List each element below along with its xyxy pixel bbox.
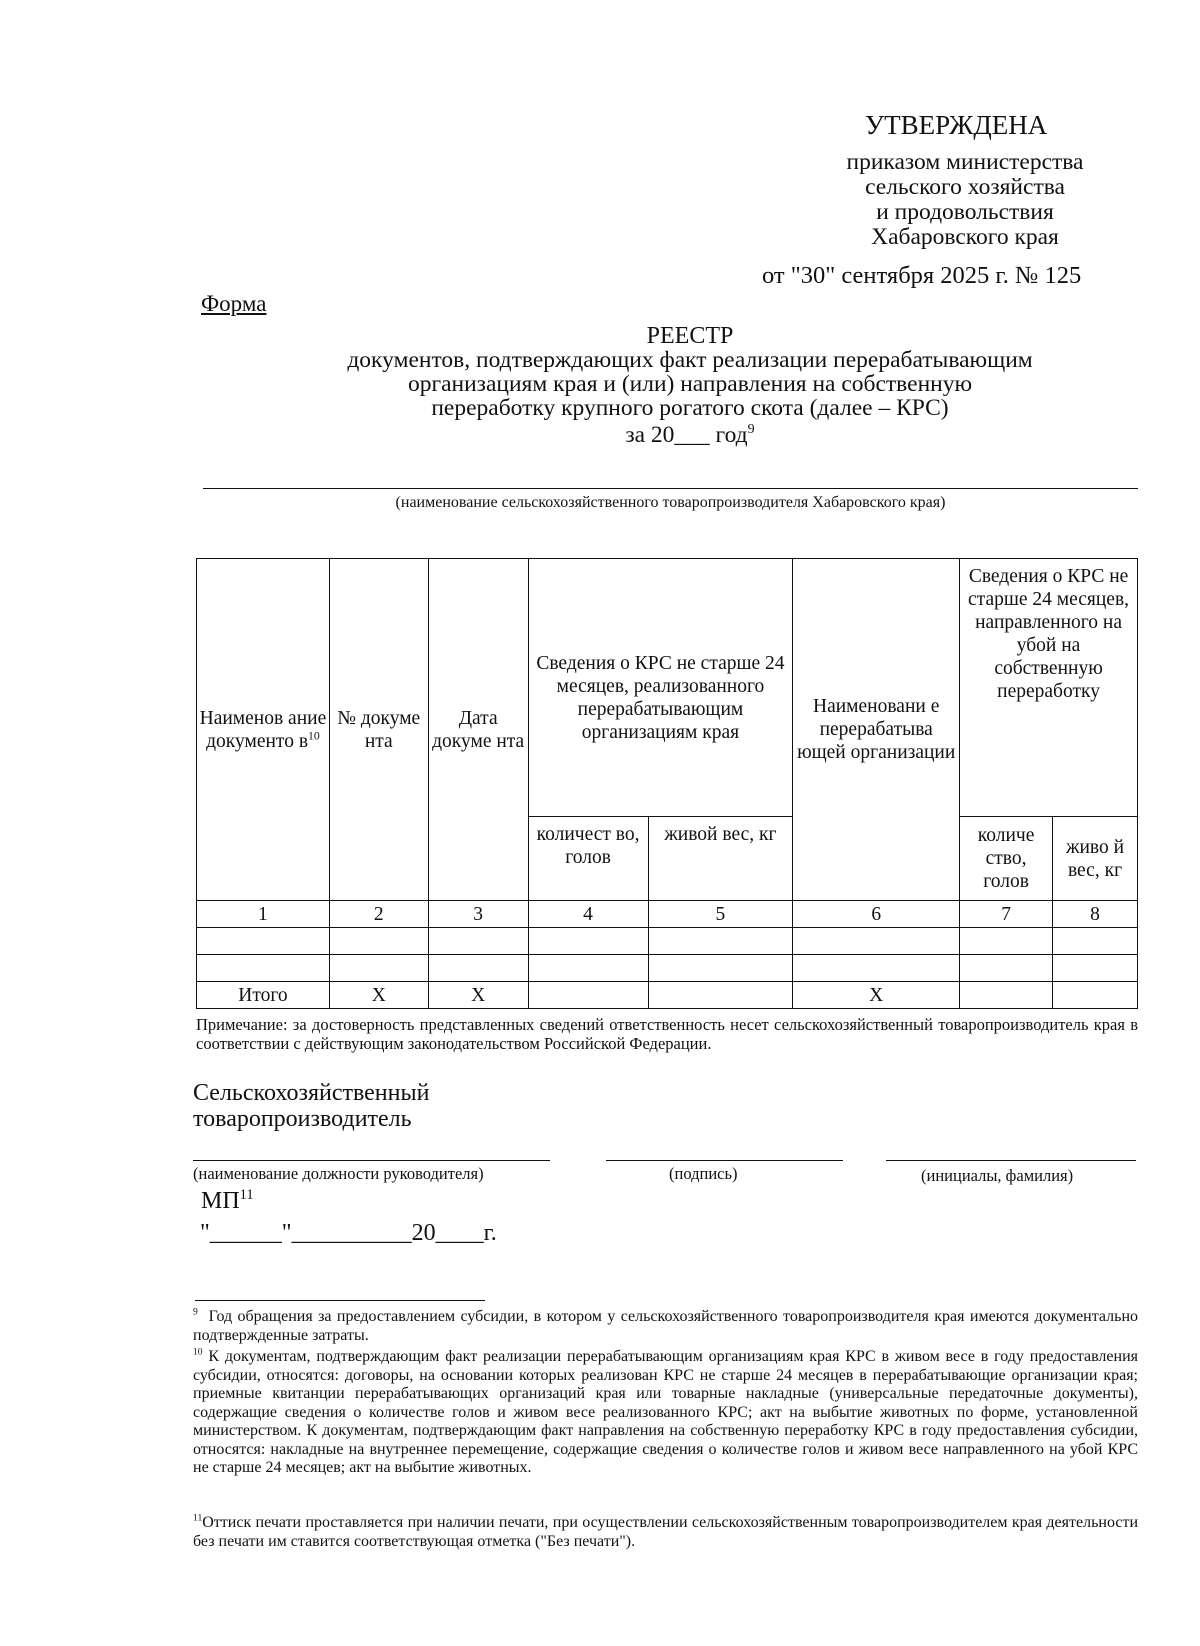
header-own-weight: живо й вес, кг	[1053, 817, 1138, 901]
registry-table	[196, 558, 1138, 1009]
order-line-1: приказом министерства	[846, 149, 1084, 175]
footnote-ref-10: 10	[308, 729, 320, 742]
table-cell[interactable]	[528, 955, 648, 982]
approval-heading: УТВЕРЖДЕНА	[865, 110, 1048, 140]
header-processing-org: Наименовани е перерабатыва ющей организации	[793, 559, 960, 901]
title-line-4: переработку крупного рогатого скота (далее – КРС)	[431, 395, 949, 421]
document-title	[200, 324, 1180, 447]
producer-line-1: Сельскохозяйственный	[193, 1080, 430, 1106]
total-x-mark: Х	[329, 982, 428, 1009]
title-year-line	[200, 423, 1180, 447]
producer-name-line[interactable]	[203, 488, 1138, 489]
total-cell[interactable]	[1053, 982, 1138, 1009]
order-date: от "30" сентября 2025 г. № 125	[762, 262, 1082, 289]
footnote-9-mark: 9	[193, 1306, 198, 1318]
footnote-separator	[195, 1300, 485, 1301]
producer-label	[193, 1080, 429, 1132]
table-cell[interactable]	[960, 928, 1053, 955]
col-number: 4	[528, 901, 648, 928]
footnote-11-mark: 11	[193, 1512, 203, 1524]
table-cell[interactable]	[960, 955, 1053, 982]
stamp-place	[201, 1188, 254, 1215]
initials-caption: (инициалы, фамилия)	[921, 1166, 1074, 1185]
table-cell[interactable]	[197, 928, 330, 955]
position-signature-line[interactable]	[193, 1160, 550, 1161]
total-x-mark: Х	[793, 982, 960, 1009]
col-number: 2	[329, 901, 428, 928]
header-doc-name	[197, 559, 330, 901]
table-header-row	[197, 559, 1138, 817]
title-line-3: организациям края и (или) направления на собственную	[407, 371, 973, 397]
order-line-2: сельского хозяйства	[865, 174, 1065, 200]
header-sold-info: Сведения о КРС не старше 24 месяцев, реализованного перерабатывающим организациям края	[528, 559, 793, 817]
total-label: Итого	[197, 982, 330, 1009]
table-cell[interactable]	[1053, 955, 1138, 982]
footnote-10-mark: 10	[193, 1346, 203, 1358]
footnote-10	[193, 1348, 1138, 1478]
title-line-2: документов, подтверждающих факт реализации перерабатывающим	[347, 347, 1033, 373]
form-label: Форма	[201, 291, 267, 316]
header-doc-date: Дата докуме нта	[428, 559, 528, 901]
header-own-processing-info: Сведения о КРС не старше 24 месяцев, направленного на убой на собственную переработку	[960, 559, 1138, 817]
col-number: 5	[648, 901, 793, 928]
col-number: 3	[428, 901, 528, 928]
title-year-text: за 20___ год	[625, 422, 748, 448]
table-row[interactable]	[197, 928, 1138, 955]
order-line-4: Хабаровского края	[871, 224, 1059, 250]
table-cell[interactable]	[648, 928, 793, 955]
table-cell[interactable]	[329, 928, 428, 955]
footnote-9	[193, 1308, 1138, 1345]
table-row[interactable]	[197, 955, 1138, 982]
table-cell[interactable]	[528, 928, 648, 955]
column-number-row	[197, 901, 1138, 928]
table-cell[interactable]	[428, 928, 528, 955]
table-cell[interactable]	[1053, 928, 1138, 955]
footnote-10-text: К документам, подтверждающим факт реализации перерабатывающим организациям края КРС в живом весе в году предоставления субсидии, относятся: договоры, на основании которых реализован КРС не старше 24 месяцев в перерабатывающие организации края; приемные квитанции перерабатывающих организаций края или товарные накладные (универсальные передаточные документы), содержащие сведения о количестве голов и живом весе реализованного КРС; акт на выбытие животных по форме, установленной министерством. К документам, подтверждающим факт направления на собственную переработку КРС в году предоставления субсидии, относятся: накладные на внутреннее перемещение, содержащие сведения о количестве голов и живом весе направленного на убой КРС не старше 24 месяцев; акт на выбытие животных.	[193, 1348, 1138, 1476]
total-row	[197, 982, 1138, 1009]
signature-line[interactable]	[606, 1160, 843, 1161]
table-cell[interactable]	[793, 955, 960, 982]
header-own-qty: количе ство, голов	[960, 817, 1053, 901]
name-signature-line[interactable]	[886, 1160, 1136, 1161]
footnote-9-text: Год обращения за предоставлением субсидии, в котором у сельскохозяйственного товаропроизводителя края имеются документально подтвержденные затраты.	[193, 1308, 1139, 1344]
total-x-mark: Х	[428, 982, 528, 1009]
col-number: 8	[1053, 901, 1138, 928]
sign-caption: (подпись)	[669, 1164, 738, 1183]
table-cell[interactable]	[428, 955, 528, 982]
total-cell[interactable]	[648, 982, 793, 1009]
table-cell[interactable]	[648, 955, 793, 982]
header-sold-qty: количест во, голов	[528, 817, 648, 901]
header-doc-number: № докуме нта	[329, 559, 428, 901]
col-number: 6	[793, 901, 960, 928]
stamp-label: МП	[201, 1188, 240, 1214]
header-doc-name-text: Наименов ание документо в	[199, 707, 327, 752]
table-cell[interactable]	[197, 955, 330, 982]
header-sold-weight: живой вес, кг	[648, 817, 793, 901]
col-number: 7	[960, 901, 1053, 928]
table-cell[interactable]	[793, 928, 960, 955]
producer-line-2: товаропроизводитель	[193, 1106, 412, 1132]
position-caption: (наименование должности руководителя)	[193, 1164, 484, 1183]
footnote-ref-9: 9	[747, 421, 755, 438]
total-cell[interactable]	[960, 982, 1053, 1009]
footnote-11-text: Оттиск печати проставляется при наличии печати, при осуществлении сельскохозяйственным товаропроизводителем края деятельности без печати им ставится соответствующая отметка ("Без печати").	[193, 1514, 1138, 1550]
footnote-ref-11: 11	[239, 1187, 254, 1203]
producer-name-caption: (наименование сельскохозяйственного товаропроизводителя Хабаровского края)	[395, 494, 946, 511]
table-cell[interactable]	[329, 955, 428, 982]
total-cell[interactable]	[528, 982, 648, 1009]
order-reference	[780, 150, 1150, 250]
order-line-3: и продовольствия	[876, 199, 1054, 225]
footnote-11	[193, 1514, 1138, 1551]
signature-date[interactable]: "______"__________20____г.	[200, 1220, 497, 1246]
title-line-1: РЕЕСТР	[646, 323, 734, 349]
note-text: Примечание: за достоверность представленных сведений ответственность несет сельскохозяйственный товаропроизводитель края в соответствии с действующим законодательством Российской Федерации.	[196, 1015, 1138, 1053]
col-number: 1	[197, 901, 330, 928]
